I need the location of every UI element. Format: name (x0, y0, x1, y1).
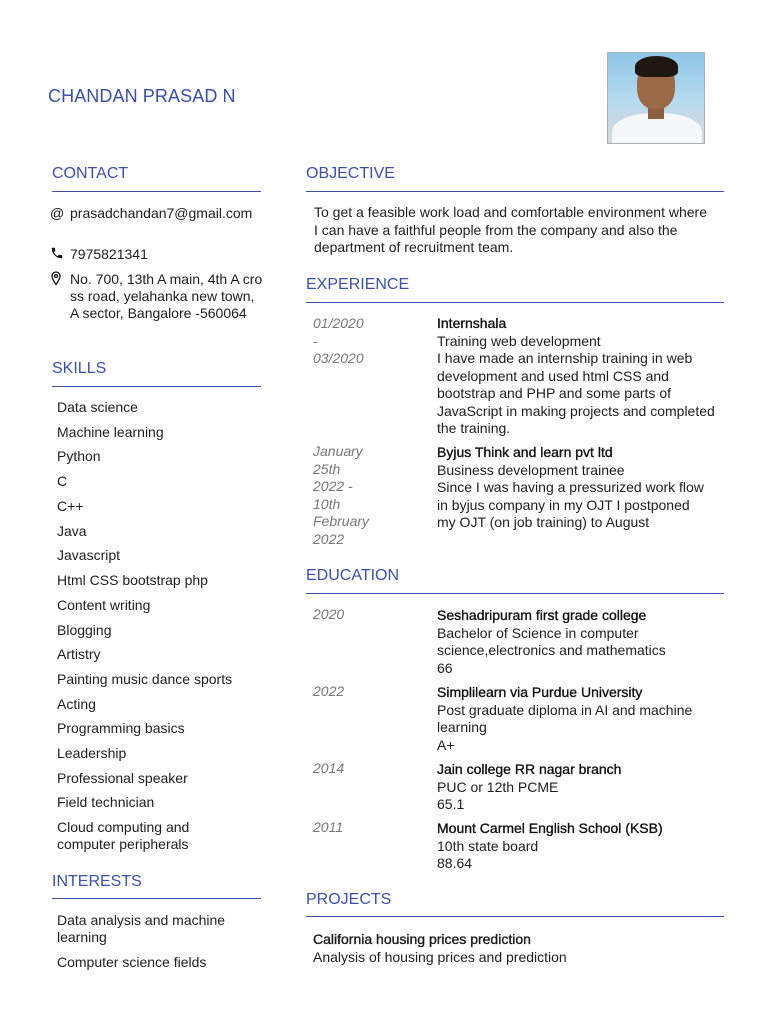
date-line: 2022 - (313, 478, 353, 494)
skill-item: Professional speaker (57, 770, 188, 786)
skill-item: Painting music dance sports (57, 671, 233, 687)
education-entry (437, 684, 722, 754)
experience-company: Byjus Think and learn pvt ltd (437, 444, 613, 460)
skill-item: C++ (57, 498, 84, 514)
interest-item: Computer science fields (57, 954, 207, 970)
experience-date (313, 315, 423, 368)
education-institution: Jain college RR nagar branch (437, 761, 622, 777)
date-line: 25th (313, 460, 341, 477)
education-degree: Bachelor of Science in computer science,electronics and mathematics (437, 624, 666, 658)
education-degree: 10th state board (437, 837, 539, 854)
education-score: 88.64 (437, 855, 473, 871)
skill-item: Field technician (57, 794, 155, 810)
skill-item: Python (57, 448, 101, 464)
contact-address (50, 271, 265, 322)
education-date: 2022 (313, 683, 345, 699)
contact-phone (50, 246, 265, 264)
experience-entry (437, 444, 707, 532)
interests-divider (52, 898, 261, 899)
skill-item: Java (57, 523, 87, 539)
education-institution: Simplilearn via Purdue University (437, 684, 643, 700)
education-score: 66 (437, 659, 453, 676)
objective-divider (306, 191, 724, 192)
education-institution: Mount Carmel English School (KSB) (437, 820, 663, 836)
contact-heading: CONTACT (52, 165, 129, 182)
skill-item: Machine learning (57, 424, 164, 440)
date-line: 2022 (313, 530, 345, 547)
skills-heading: SKILLS (52, 360, 107, 377)
skill-item: Programming basics (57, 720, 185, 736)
contact-email (50, 205, 265, 222)
skill-item: Cloud computing and computer peripherals (57, 819, 190, 852)
phone-icon (50, 246, 70, 264)
skill-item: Artistry (57, 646, 101, 662)
date-line: January (313, 443, 363, 459)
date-line: - (313, 332, 318, 349)
skill-item: Content writing (57, 597, 151, 613)
experience-entry (437, 315, 722, 438)
experience-divider (306, 302, 724, 303)
project-description: Analysis of housing prices and prediction (313, 949, 567, 965)
date-line: February (313, 513, 370, 529)
education-institution: Seshadripuram first grade college (437, 607, 647, 623)
education-degree: PUC or 12th PCME (437, 778, 559, 795)
education-entry (437, 820, 722, 873)
education-score: 65.1 (437, 796, 465, 812)
experience-description: I have made an internship training in web development and used html CSS and bootstrap and PHP and some parts of JavaScript in making projects and completed the training. (437, 350, 715, 436)
skill-item: Blogging (57, 622, 112, 638)
objective-text: To get a feasible work load and comfortable environment where I can have a faithful people from the company and also the department of recruitment team. (314, 204, 707, 255)
skill-item: Leadership (57, 745, 127, 761)
interest-item: Data analysis and machine learning (57, 912, 226, 945)
experience-role: Training web development (437, 332, 601, 349)
skill-item: Javascript (57, 547, 121, 563)
experience-heading: EXPERIENCE (306, 276, 410, 293)
education-degree: Post graduate diploma in AI and machine learning (437, 701, 693, 735)
education-score: A+ (437, 736, 455, 753)
candidate-name: CHANDAN PRASAD N (48, 86, 236, 106)
experience-role: Business development trainee (437, 461, 625, 478)
photo-hair (635, 56, 678, 77)
project-entry (313, 930, 723, 966)
experience-description: Since I was having a pressurized work flow in byjus company in my OJT I postponed my OJT (on job training) to August (437, 479, 704, 530)
date-line: 10th (313, 495, 341, 512)
phone-text: 7975821341 (70, 246, 148, 262)
projects-heading: PROJECTS (306, 891, 392, 908)
experience-company: Internshala (437, 315, 507, 331)
skills-divider (52, 386, 261, 387)
at-icon: @ (50, 205, 65, 221)
profile-photo (607, 52, 705, 144)
skill-item: C (57, 473, 68, 489)
education-entry (437, 607, 717, 677)
education-heading: EDUCATION (306, 567, 400, 584)
location-pin-icon (50, 271, 70, 322)
skill-item: Acting (57, 696, 96, 712)
education-date: 2011 (313, 819, 344, 835)
education-entry (437, 761, 722, 814)
education-date: 2020 (313, 606, 345, 622)
education-date: 2014 (313, 760, 345, 776)
date-line: 01/2020 (313, 315, 364, 331)
interests-heading: INTERESTS (52, 873, 142, 890)
project-title: California housing prices prediction (313, 931, 531, 947)
email-text: prasadchandan7@gmail.com (70, 205, 253, 221)
education-divider (306, 593, 724, 594)
skill-item: Html CSS bootstrap php (57, 572, 208, 588)
experience-date (313, 443, 423, 548)
objective-heading: OBJECTIVE (306, 165, 395, 182)
date-line: 03/2020 (313, 350, 364, 366)
contact-divider (52, 191, 261, 192)
projects-divider (306, 916, 724, 917)
skill-item: Data science (57, 399, 138, 415)
address-text: No. 700, 13th A main, 4th A cross road, yelahanka new town, A sector, Bangalore -560064 (70, 271, 263, 321)
